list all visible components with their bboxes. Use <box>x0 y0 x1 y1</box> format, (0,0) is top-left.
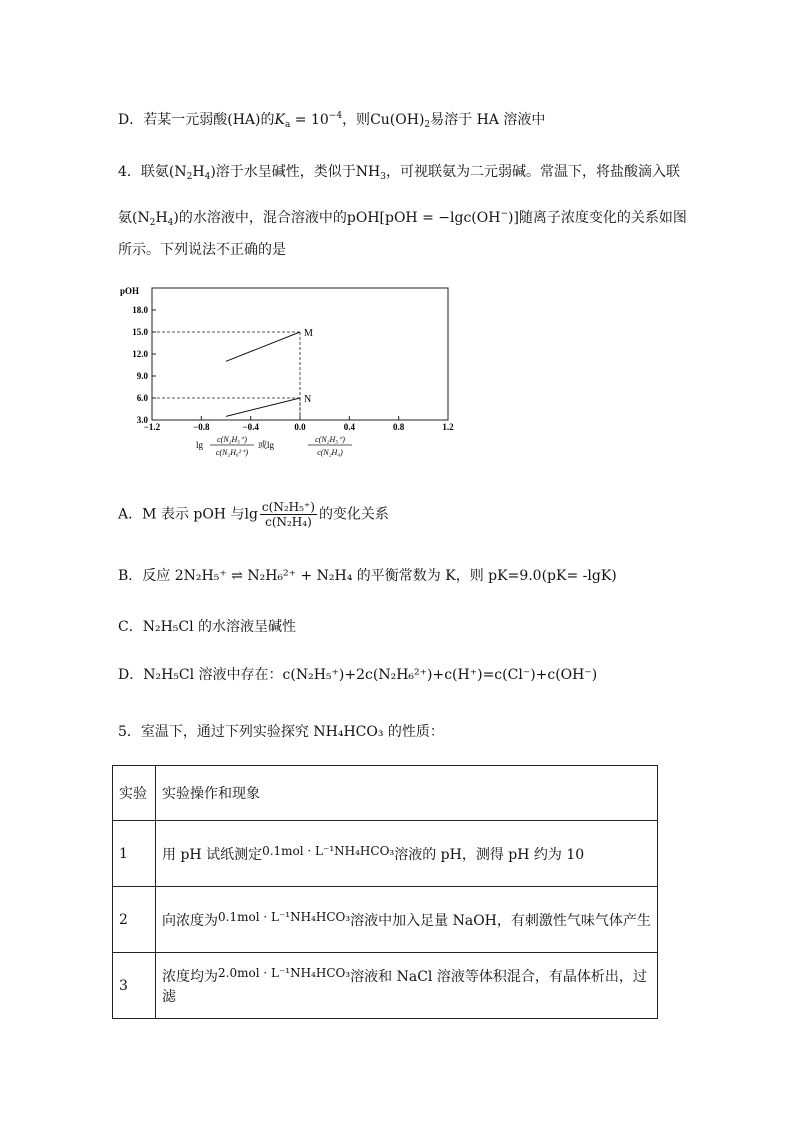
poh-chart <box>118 282 463 464</box>
y-tick-label: 3.0 <box>136 415 148 425</box>
table-row <box>113 887 658 953</box>
y-tick-label: 15.0 <box>132 327 148 337</box>
question4-option-b: B．反应 2N₂H₅⁺ ⇌ N₂H₆²⁺ + N₂H₄ 的平衡常数为 K，则 pK=9.0(pK= -lgK) <box>118 568 617 584</box>
question5-stem: 5．室温下，通过下列实验探究 NH₄HCO₃ 的性质： <box>118 724 444 740</box>
question4-line2: 氨$(N_2H_4)$的水溶液中，混合溶液中的pOH[pOH = −lgc(OH−)]随离子浓度变化的关系如图 <box>118 209 687 228</box>
question4-option-a: A．M 表示 pOH 与lg $\frac{\text{c(N₂H₅⁺)}}{\text{c(N₂H₄)}}$ 的变化关系 <box>118 500 389 529</box>
x-label-b-den: c(N₂H₄) <box>317 448 343 457</box>
x-label-a-den: c(N₂H₆²⁺) <box>215 448 249 457</box>
question4-line3: 所示。下列说法不正确的是 <box>118 242 286 258</box>
x-tick-label: −1.2 <box>143 422 161 432</box>
question4-line1: 4．联氨$(N_2H_4)$溶于水呈碱性，类似于$NH_3$，可视联氨为二元弱碱。常温下，将盐酸滴入联 <box>118 164 680 182</box>
y-tick-label: 9.0 <box>136 371 148 381</box>
row-id: 1 <box>113 821 156 887</box>
row-content: 向浓度为0.1mol · L⁻¹NH₄HCO₃溶液中加入足量 NaOH，有刺激性气味气体产生 <box>156 887 658 953</box>
x-label-or: 或lg <box>258 440 275 450</box>
question4-option-c: C．N₂H₅Cl 的水溶液呈碱性 <box>118 619 297 635</box>
y-tick-label: 12.0 <box>132 349 148 359</box>
table-row <box>113 821 658 887</box>
series-line-N <box>226 398 300 416</box>
x-tick-label: −0.4 <box>242 422 259 432</box>
question3-option-d: D．若某一元弱酸(HA)的$K_a = 10^{-4}$，则$Cu(OH)_2$易溶于 HA 溶液中 <box>118 111 546 130</box>
poh-chart-svg <box>118 282 463 464</box>
row-content: 用 pH 试纸测定0.1mol · L⁻¹NH₄HCO₃溶液的 pH，测得 pH 约为 10 <box>156 821 658 887</box>
x-tick-label: 0.4 <box>343 422 355 432</box>
y-tick-label: 18.0 <box>132 305 148 315</box>
option-a-fraction: $\frac{\text{c(N₂H₅⁺)}}{\text{c(N₂H₄)}}$ <box>261 500 315 529</box>
row-id: 2 <box>113 887 156 953</box>
x-label-lg: lg <box>196 440 204 450</box>
row-id: 3 <box>113 953 156 1019</box>
series-line-M <box>226 332 300 361</box>
x-label-a-num: c(N₂H₅⁺) <box>217 435 247 444</box>
x-tick-label: 0.8 <box>393 422 405 432</box>
experiment-table <box>112 765 658 1019</box>
table-row <box>113 953 658 1019</box>
table-header-cell: 实验操作和现象 <box>156 766 658 821</box>
row-content: 浓度均为2.0mol · L⁻¹NH₄HCO₃溶液和 NaCl 溶液等体积混合，有晶体析出，过滤 <box>156 953 658 1019</box>
x-tick-label: 1.2 <box>442 422 454 432</box>
series-label-N: N <box>304 394 312 405</box>
series-label-M: M <box>304 328 313 339</box>
y-axis-label: pOH <box>120 286 140 296</box>
x-tick-label: 0.0 <box>294 422 306 432</box>
question4-option-d: D．N₂H₅Cl 溶液中存在：c(N₂H₅⁺)+2c(N₂H₆²⁺)+c(H⁺)=c(Cl⁻)+c(OH⁻) <box>118 667 598 683</box>
x-label-b-num: c(N₂H₅⁺) <box>315 435 345 444</box>
table-header-row <box>113 766 658 821</box>
table-header-cell: 实验 <box>113 766 156 821</box>
y-tick-label: 6.0 <box>136 393 148 403</box>
x-tick-label: −0.8 <box>193 422 210 432</box>
